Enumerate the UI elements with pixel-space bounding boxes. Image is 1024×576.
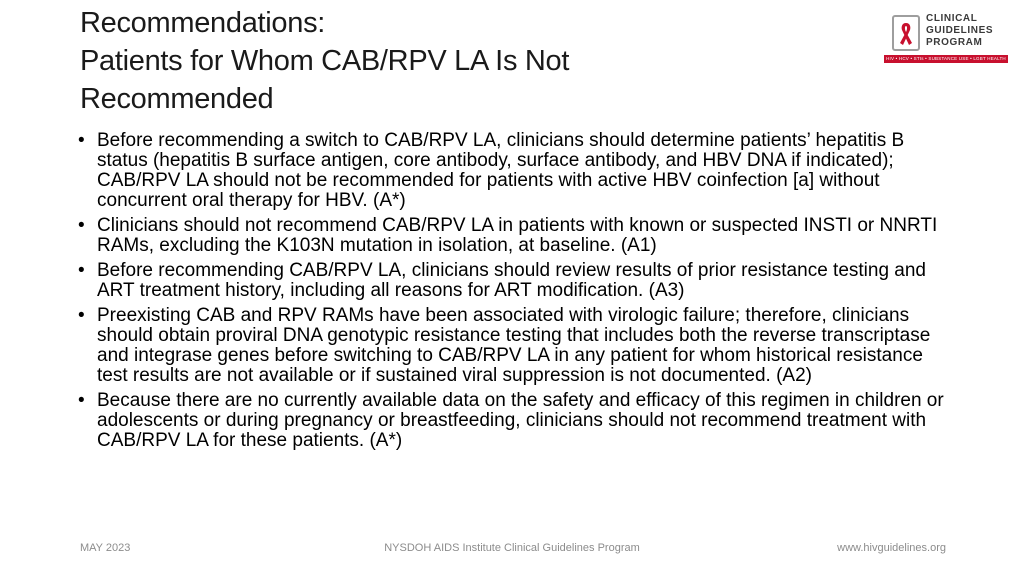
logo-tagline: HIV • HCV • STIs • SUBSTANCE USE • LGBT HEALTH bbox=[884, 55, 1008, 63]
clinical-guidelines-logo bbox=[884, 12, 1008, 64]
logo-line-2: GUIDELINES bbox=[926, 25, 994, 36]
recommendations-list bbox=[78, 131, 948, 456]
logo-line-3: PROGRAM bbox=[926, 37, 983, 48]
footer-date: MAY 2023 bbox=[80, 542, 131, 554]
slide-title bbox=[80, 4, 870, 118]
list-item: • Before recommending CAB/RPV LA, clinicians should review results of prior resistance testing and ART treatment history, including all reasons for ART modification. (A3) bbox=[78, 261, 948, 301]
title-line-1: Recommendations: bbox=[80, 7, 326, 39]
logo-emblem bbox=[892, 15, 920, 51]
footer-program: NYSDOH AIDS Institute Clinical Guidelines Program bbox=[384, 542, 640, 554]
list-item: • Clinicians should not recommend CAB/RPV LA in patients with known or suspected INSTI or NNRTI RAMs, excluding the K103N mutation in isolation, at baseline. (A1) bbox=[78, 216, 948, 256]
footer-url[interactable]: www.hivguidelines.org bbox=[837, 542, 946, 554]
list-item: • Preexisting CAB and RPV RAMs have been associated with virologic failure; therefore, clinicians should obtain proviral DNA genotypic resistance testing that includes both the reverse transcriptase and integrase genes before switching to CAB/RPV LA in any patient for whom historical resistance test results are not available or if sustained viral suppression is not documented. (A2) bbox=[78, 306, 948, 386]
red-ribbon-icon bbox=[896, 21, 916, 47]
logo-line-1: CLINICAL bbox=[926, 13, 978, 24]
list-item: • Before recommending a switch to CAB/RPV LA, clinicians should determine patients’ hepatitis B status (hepatitis B surface antigen, core antibody, surface antibody, and HBV DNA if indicated); CAB/RPV LA should not be recommended for patients with active HBV coinfection [a] without concurrent oral therapy for HBV. (A*) bbox=[78, 131, 948, 211]
title-line-2: Patients for Whom CAB/RPV LA Is Not bbox=[80, 45, 570, 77]
list-item: • Because there are no currently available data on the safety and efficacy of this regimen in children or adolescents or during pregnancy or breastfeeding, clinicians should not recommend treatment with CAB/RPV LA for these patients. (A*) bbox=[78, 391, 948, 451]
logo-wordmark bbox=[926, 13, 993, 49]
title-line-3: Recommended bbox=[80, 83, 274, 115]
